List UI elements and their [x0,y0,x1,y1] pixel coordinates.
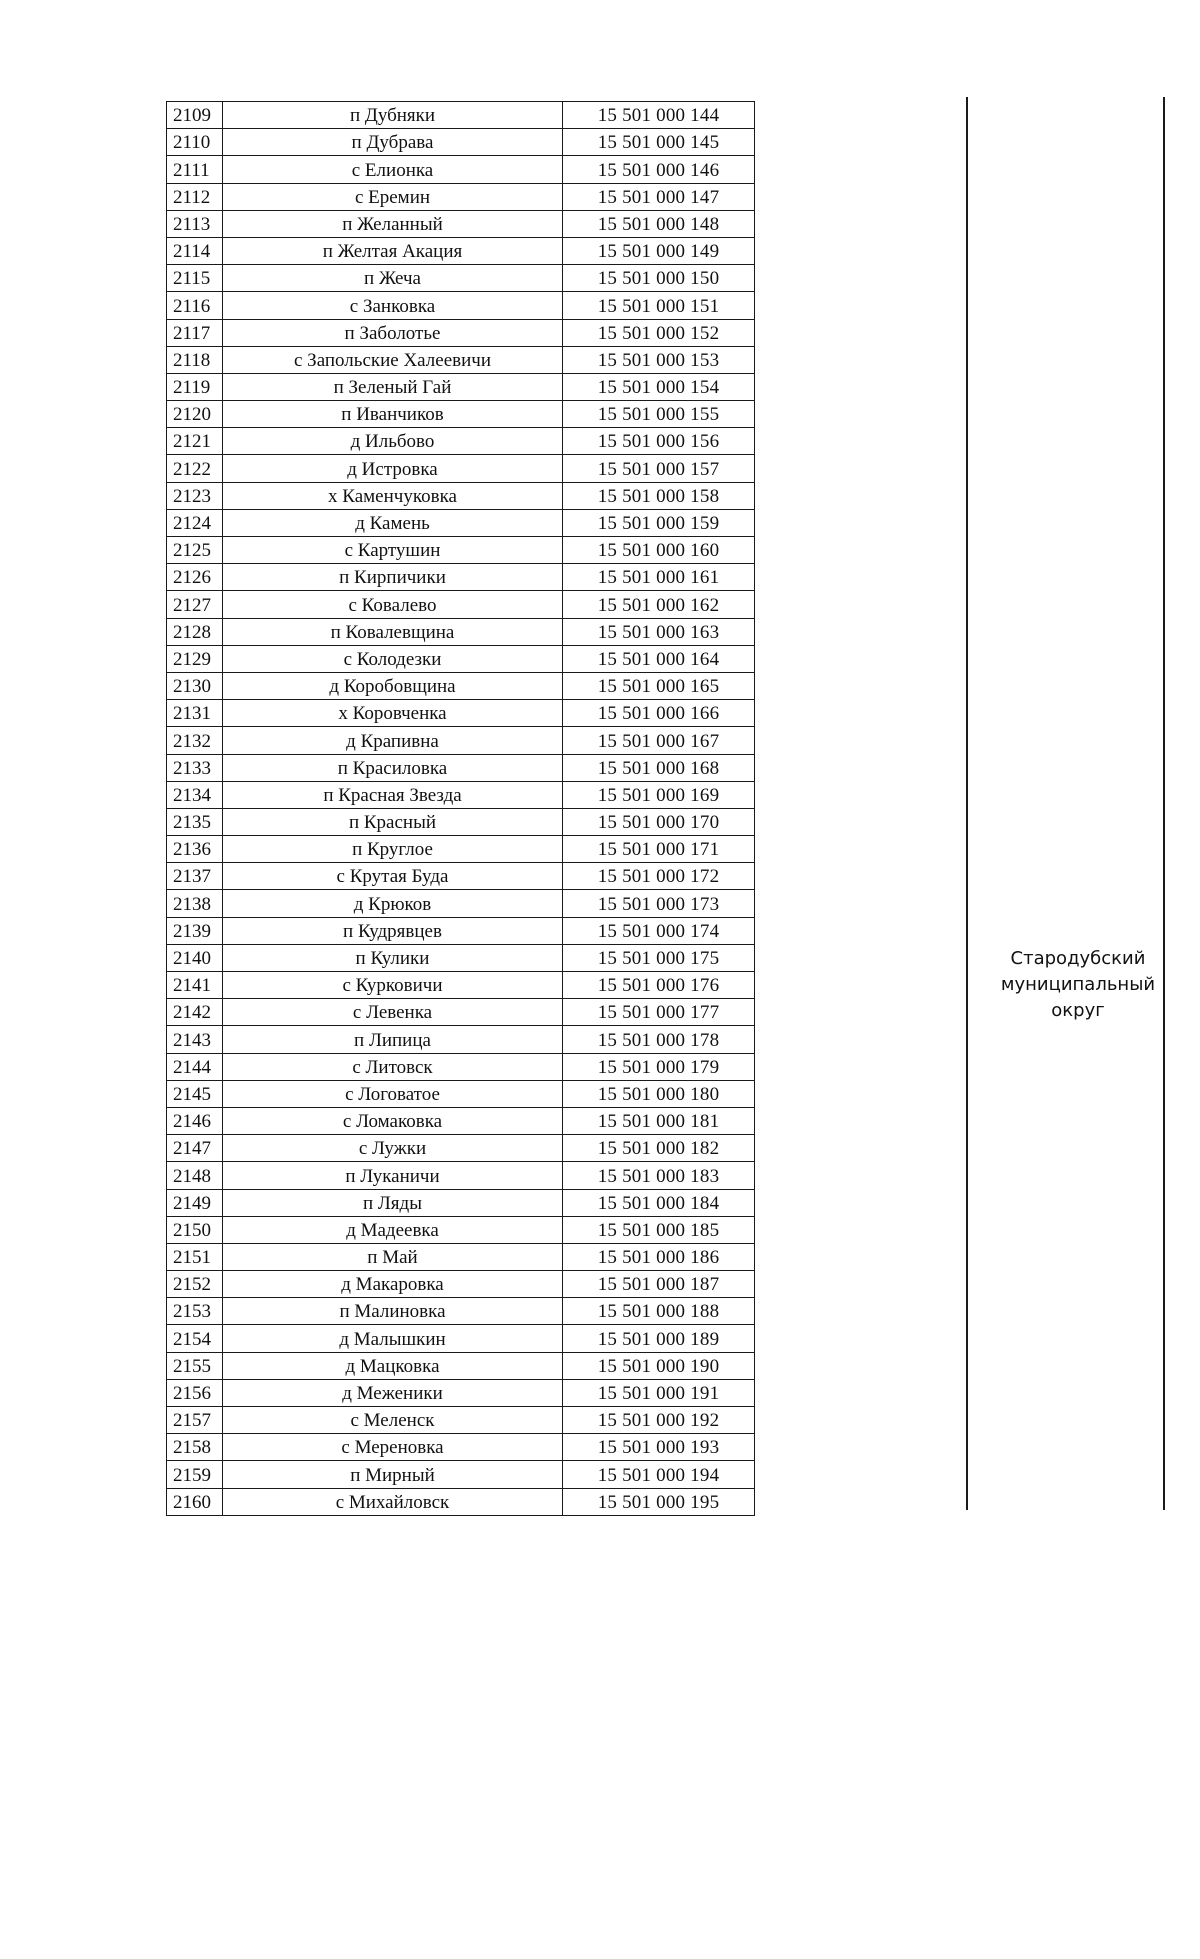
settlement-name-cell: с Занковка [223,292,563,319]
settlement-name-cell: д Истровка [223,455,563,482]
oktmo-code-cell: 15 501 000 189 [563,1325,755,1352]
table-row [167,183,755,210]
settlement-name-cell: с Картушин [223,537,563,564]
table-row [167,1434,755,1461]
settlement-name-cell: с Колодезки [223,645,563,672]
settlement-name-cell: с Михайловск [223,1488,563,1515]
settlement-name-cell: д Мадеевка [223,1216,563,1243]
oktmo-code-cell: 15 501 000 161 [563,564,755,591]
settlement-name-cell: п Дубрава [223,129,563,156]
table-row [167,917,755,944]
table-row [167,1135,755,1162]
settlement-name-cell: с Лужки [223,1135,563,1162]
row-number-cell: 2115 [167,265,223,292]
row-number-cell: 2130 [167,672,223,699]
oktmo-code-cell: 15 501 000 184 [563,1189,755,1216]
oktmo-code-cell: 15 501 000 155 [563,401,755,428]
oktmo-code-cell: 15 501 000 164 [563,645,755,672]
oktmo-code-cell: 15 501 000 151 [563,292,755,319]
row-number-cell: 2152 [167,1271,223,1298]
settlement-name-cell: п Жеча [223,265,563,292]
table-row [167,509,755,536]
table-row [167,1461,755,1488]
table-row [167,265,755,292]
oktmo-code-cell: 15 501 000 169 [563,781,755,808]
row-number-cell: 2110 [167,129,223,156]
table-row [167,237,755,264]
row-number-cell: 2142 [167,999,223,1026]
settlement-name-cell: п Липица [223,1026,563,1053]
settlement-name-cell: с Меленск [223,1407,563,1434]
oktmo-code-cell: 15 501 000 176 [563,972,755,999]
table-row [167,754,755,781]
oktmo-code-cell: 15 501 000 152 [563,319,755,346]
oktmo-code-cell: 15 501 000 190 [563,1352,755,1379]
table-row [167,1488,755,1515]
settlement-name-cell: п Красный [223,808,563,835]
table-row [167,944,755,971]
settlement-name-cell: с Литовск [223,1053,563,1080]
table-row [167,537,755,564]
settlement-name-cell: п Май [223,1243,563,1270]
oktmo-code-cell: 15 501 000 160 [563,537,755,564]
table-row [167,1080,755,1107]
oktmo-code-cell: 15 501 000 147 [563,183,755,210]
row-number-cell: 2157 [167,1407,223,1434]
oktmo-code-cell: 15 501 000 146 [563,156,755,183]
table-row [167,319,755,346]
oktmo-code-cell: 15 501 000 194 [563,1461,755,1488]
row-number-cell: 2150 [167,1216,223,1243]
table-row [167,102,755,129]
settlement-name-cell: п Кулики [223,944,563,971]
oktmo-code-cell: 15 501 000 191 [563,1379,755,1406]
table-row [167,1216,755,1243]
settlement-name-cell: с Мереновка [223,1434,563,1461]
oktmo-code-cell: 15 501 000 170 [563,808,755,835]
row-number-cell: 2117 [167,319,223,346]
settlement-name-cell: д Меженики [223,1379,563,1406]
row-number-cell: 2155 [167,1352,223,1379]
table-row [167,156,755,183]
oktmo-code-cell: 15 501 000 157 [563,455,755,482]
settlement-name-cell: п Круглое [223,836,563,863]
row-number-cell: 2139 [167,917,223,944]
settlement-name-cell: п Красная Звезда [223,781,563,808]
settlement-name-cell: п Кирпичики [223,564,563,591]
settlement-name-cell: п Желанный [223,210,563,237]
table-row [167,1189,755,1216]
oktmo-code-cell: 15 501 000 183 [563,1162,755,1189]
settlement-name-cell: с Елионка [223,156,563,183]
settlement-name-cell: д Малышкин [223,1325,563,1352]
oktmo-code-cell: 15 501 000 181 [563,1107,755,1134]
row-number-cell: 2126 [167,564,223,591]
table-row [167,836,755,863]
row-number-cell: 2109 [167,102,223,129]
row-number-cell: 2114 [167,237,223,264]
row-number-cell: 2156 [167,1379,223,1406]
table-row [167,618,755,645]
settlement-name-cell: с Запольские Халеевичи [223,346,563,373]
oktmo-code-cell: 15 501 000 172 [563,863,755,890]
oktmo-code-cell: 15 501 000 167 [563,727,755,754]
row-number-cell: 2137 [167,863,223,890]
table-row [167,890,755,917]
settlement-name-cell: д Коробовщина [223,672,563,699]
settlement-name-cell: с Еремин [223,183,563,210]
settlement-name-cell: п Иванчиков [223,401,563,428]
oktmo-code-cell: 15 501 000 150 [563,265,755,292]
row-number-cell: 2127 [167,591,223,618]
row-number-cell: 2151 [167,1243,223,1270]
table-row [167,1053,755,1080]
settlement-name-cell: с Логоватое [223,1080,563,1107]
settlement-name-cell: п Зеленый Гай [223,373,563,400]
row-number-cell: 2148 [167,1162,223,1189]
oktmo-code-cell: 15 501 000 156 [563,428,755,455]
row-number-cell: 2140 [167,944,223,971]
table-row [167,808,755,835]
row-number-cell: 2118 [167,346,223,373]
row-number-cell: 2160 [167,1488,223,1515]
settlement-name-cell: п Дубняки [223,102,563,129]
table-row [167,455,755,482]
row-number-cell: 2133 [167,754,223,781]
oktmo-code-cell: 15 501 000 175 [563,944,755,971]
oktmo-code-cell: 15 501 000 182 [563,1135,755,1162]
district-name [968,946,1188,1024]
district-name-line-3: округ [1051,1000,1105,1021]
oktmo-code-cell: 15 501 000 144 [563,102,755,129]
district-column-right-border [1163,97,1165,1510]
row-number-cell: 2125 [167,537,223,564]
oktmo-code-cell: 15 501 000 187 [563,1271,755,1298]
table-row [167,727,755,754]
settlement-name-cell: с Ковалево [223,591,563,618]
oktmo-code-cell: 15 501 000 154 [563,373,755,400]
table-row [167,1107,755,1134]
district-name-line-1: Стародубский [1010,948,1146,969]
row-number-cell: 2143 [167,1026,223,1053]
settlement-name-cell: с Крутая Буда [223,863,563,890]
oktmo-code-cell: 15 501 000 188 [563,1298,755,1325]
table-row [167,1407,755,1434]
table-row [167,591,755,618]
settlement-name-cell: п Малиновка [223,1298,563,1325]
table-row [167,999,755,1026]
settlement-name-cell: п Мирный [223,1461,563,1488]
district-name-line-2: муниципальный [1000,974,1156,995]
settlement-name-cell: п Заболотье [223,319,563,346]
oktmo-code-cell: 15 501 000 195 [563,1488,755,1515]
oktmo-code-cell: 15 501 000 148 [563,210,755,237]
table-row [167,863,755,890]
row-number-cell: 2112 [167,183,223,210]
row-number-cell: 2113 [167,210,223,237]
row-number-cell: 2116 [167,292,223,319]
row-number-cell: 2128 [167,618,223,645]
oktmo-code-cell: 15 501 000 149 [563,237,755,264]
oktmo-code-cell: 15 501 000 178 [563,1026,755,1053]
row-number-cell: 2136 [167,836,223,863]
district-column-left-border [966,97,968,1510]
row-number-cell: 2132 [167,727,223,754]
oktmo-code-cell: 15 501 000 192 [563,1407,755,1434]
oktmo-code-cell: 15 501 000 145 [563,129,755,156]
table-row [167,1243,755,1270]
table-row [167,210,755,237]
row-number-cell: 2122 [167,455,223,482]
table-row [167,292,755,319]
settlement-name-cell: п Красиловка [223,754,563,781]
oktmo-code-cell: 15 501 000 163 [563,618,755,645]
table-row [167,700,755,727]
settlement-table-body [167,102,755,1516]
table-row [167,129,755,156]
oktmo-code-cell: 15 501 000 180 [563,1080,755,1107]
row-number-cell: 2145 [167,1080,223,1107]
row-number-cell: 2120 [167,401,223,428]
settlement-name-cell: д Крапивна [223,727,563,754]
row-number-cell: 2134 [167,781,223,808]
table-row [167,564,755,591]
row-number-cell: 2119 [167,373,223,400]
settlement-name-cell: с Левенка [223,999,563,1026]
row-number-cell: 2153 [167,1298,223,1325]
table-row [167,1298,755,1325]
row-number-cell: 2147 [167,1135,223,1162]
row-number-cell: 2159 [167,1461,223,1488]
row-number-cell: 2121 [167,428,223,455]
settlement-name-cell: п Желтая Акация [223,237,563,264]
table-row [167,1352,755,1379]
row-number-cell: 2154 [167,1325,223,1352]
settlement-name-cell: х Коровченка [223,700,563,727]
table-row [167,401,755,428]
table-row [167,672,755,699]
oktmo-code-cell: 15 501 000 165 [563,672,755,699]
oktmo-code-cell: 15 501 000 185 [563,1216,755,1243]
settlement-table [166,101,755,1516]
settlement-name-cell: п Ковалевщина [223,618,563,645]
table-row [167,1271,755,1298]
row-number-cell: 2111 [167,156,223,183]
table-row [167,373,755,400]
table-row [167,1325,755,1352]
row-number-cell: 2138 [167,890,223,917]
table-row [167,1379,755,1406]
settlement-name-cell: п Ляды [223,1189,563,1216]
table-row [167,972,755,999]
oktmo-code-cell: 15 501 000 153 [563,346,755,373]
settlement-name-cell: д Мацковка [223,1352,563,1379]
oktmo-code-cell: 15 501 000 179 [563,1053,755,1080]
oktmo-code-cell: 15 501 000 158 [563,482,755,509]
oktmo-code-cell: 15 501 000 193 [563,1434,755,1461]
table-row [167,428,755,455]
row-number-cell: 2149 [167,1189,223,1216]
table-row [167,1162,755,1189]
settlement-name-cell: п Кудрявцев [223,917,563,944]
settlement-name-cell: х Каменчуковка [223,482,563,509]
oktmo-code-cell: 15 501 000 174 [563,917,755,944]
settlement-name-cell: д Ильбово [223,428,563,455]
settlement-name-cell: с Ломаковка [223,1107,563,1134]
row-number-cell: 2144 [167,1053,223,1080]
row-number-cell: 2141 [167,972,223,999]
oktmo-code-cell: 15 501 000 166 [563,700,755,727]
settlement-name-cell: д Камень [223,509,563,536]
oktmo-code-cell: 15 501 000 186 [563,1243,755,1270]
row-number-cell: 2146 [167,1107,223,1134]
row-number-cell: 2124 [167,509,223,536]
table-row [167,781,755,808]
oktmo-code-cell: 15 501 000 177 [563,999,755,1026]
row-number-cell: 2158 [167,1434,223,1461]
oktmo-code-cell: 15 501 000 162 [563,591,755,618]
oktmo-code-cell: 15 501 000 168 [563,754,755,781]
table-row [167,1026,755,1053]
row-number-cell: 2131 [167,700,223,727]
oktmo-code-cell: 15 501 000 173 [563,890,755,917]
oktmo-code-cell: 15 501 000 171 [563,836,755,863]
table-row [167,346,755,373]
table-row [167,482,755,509]
table-row [167,645,755,672]
settlement-name-cell: с Курковичи [223,972,563,999]
oktmo-code-cell: 15 501 000 159 [563,509,755,536]
row-number-cell: 2123 [167,482,223,509]
row-number-cell: 2129 [167,645,223,672]
settlement-name-cell: п Луканичи [223,1162,563,1189]
settlement-name-cell: д Макаровка [223,1271,563,1298]
settlement-name-cell: д Крюков [223,890,563,917]
row-number-cell: 2135 [167,808,223,835]
